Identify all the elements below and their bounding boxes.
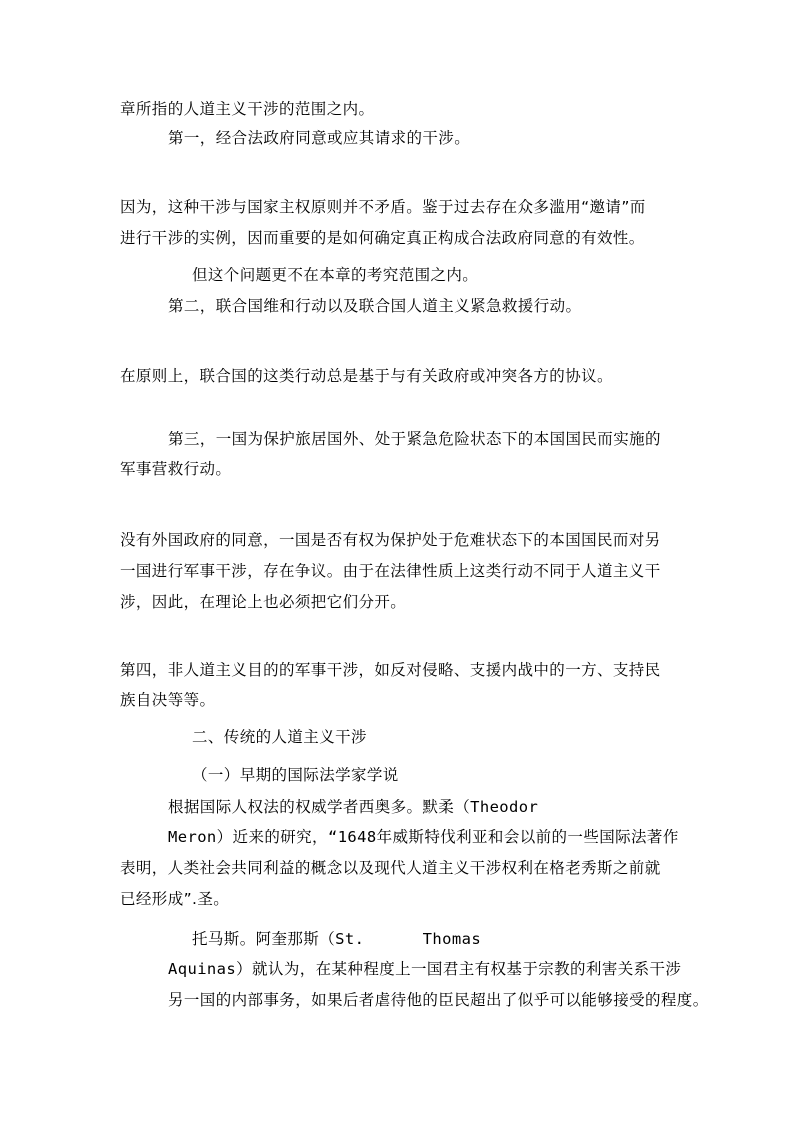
text-line-1: 章所指的人道主义干涉的范围之内。	[120, 100, 375, 118]
text-line-4: 进行干涉的实例，因而重要的是如何确定真正构成合法政府同意的有效性。	[120, 229, 645, 247]
text-line-23: 另一国的内部事务，如果后者虐待他的臣民超出了似乎可以能够接受的程度。	[168, 991, 709, 1009]
text-line-7: 在原则上，联合国的这类行动总是基于与有关政府或冲突各方的协议。	[120, 367, 613, 385]
text-line-9: 军事营救行动。	[120, 460, 232, 478]
text-line-2: 第一，经合法政府同意或应其请求的干涉。	[168, 129, 471, 147]
text-line-11: 一国进行军事干涉，存在争议。由于在法律性质上这类行动不同于人道主义干	[120, 562, 661, 580]
text-line-21: 托马斯。阿奎那斯（St. Thomas	[192, 930, 482, 948]
text-line-18: Meron）近来的研究，“1648年威斯特伐利亚和会以前的一些国际法著作	[168, 828, 679, 846]
text-line-6: 第二，联合国维和行动以及联合国人道主义紧急救援行动。	[168, 297, 582, 315]
text-line-8: 第三，一国为保护旅居国外、处于紧急危险状态下的本国国民而实施的	[168, 430, 661, 448]
text-line-19: 表明，人类社会共同利益的概念以及现代人道主义干涉权利在格老秀斯之前就	[120, 859, 661, 877]
text-line-13: 第四，非人道主义目的的军事干涉，如反对侵略、支援内战中的一方、支持民	[120, 661, 661, 679]
text-line-22: Aquinas）就认为，在某种程度上一国君主有权基于宗教的利害关系干涉	[168, 960, 682, 978]
text-line-3: 因为，这种干涉与国家主权原则并不矛盾。鉴于过去存在众多滥用“邀请”而	[120, 198, 646, 216]
text-line-20: 已经形成”.圣。	[120, 890, 230, 908]
subsection-heading: （一）早期的国际法学家学说	[192, 766, 399, 784]
text-line-10: 没有外国政府的同意，一国是否有权为保护处于危难状态下的本国国民而对另	[120, 531, 661, 549]
text-line-5: 但这个问题更不在本章的考究范围之内。	[192, 266, 479, 284]
text-line-12: 涉，因此，在理论上也必须把它们分开。	[120, 593, 407, 611]
text-line-17: 根据国际人权法的权威学者西奥多。默柔（Theodor	[168, 798, 539, 816]
text-line-14: 族自决等等。	[120, 691, 216, 709]
section-heading: 二、传统的人道主义干涉	[192, 728, 367, 746]
